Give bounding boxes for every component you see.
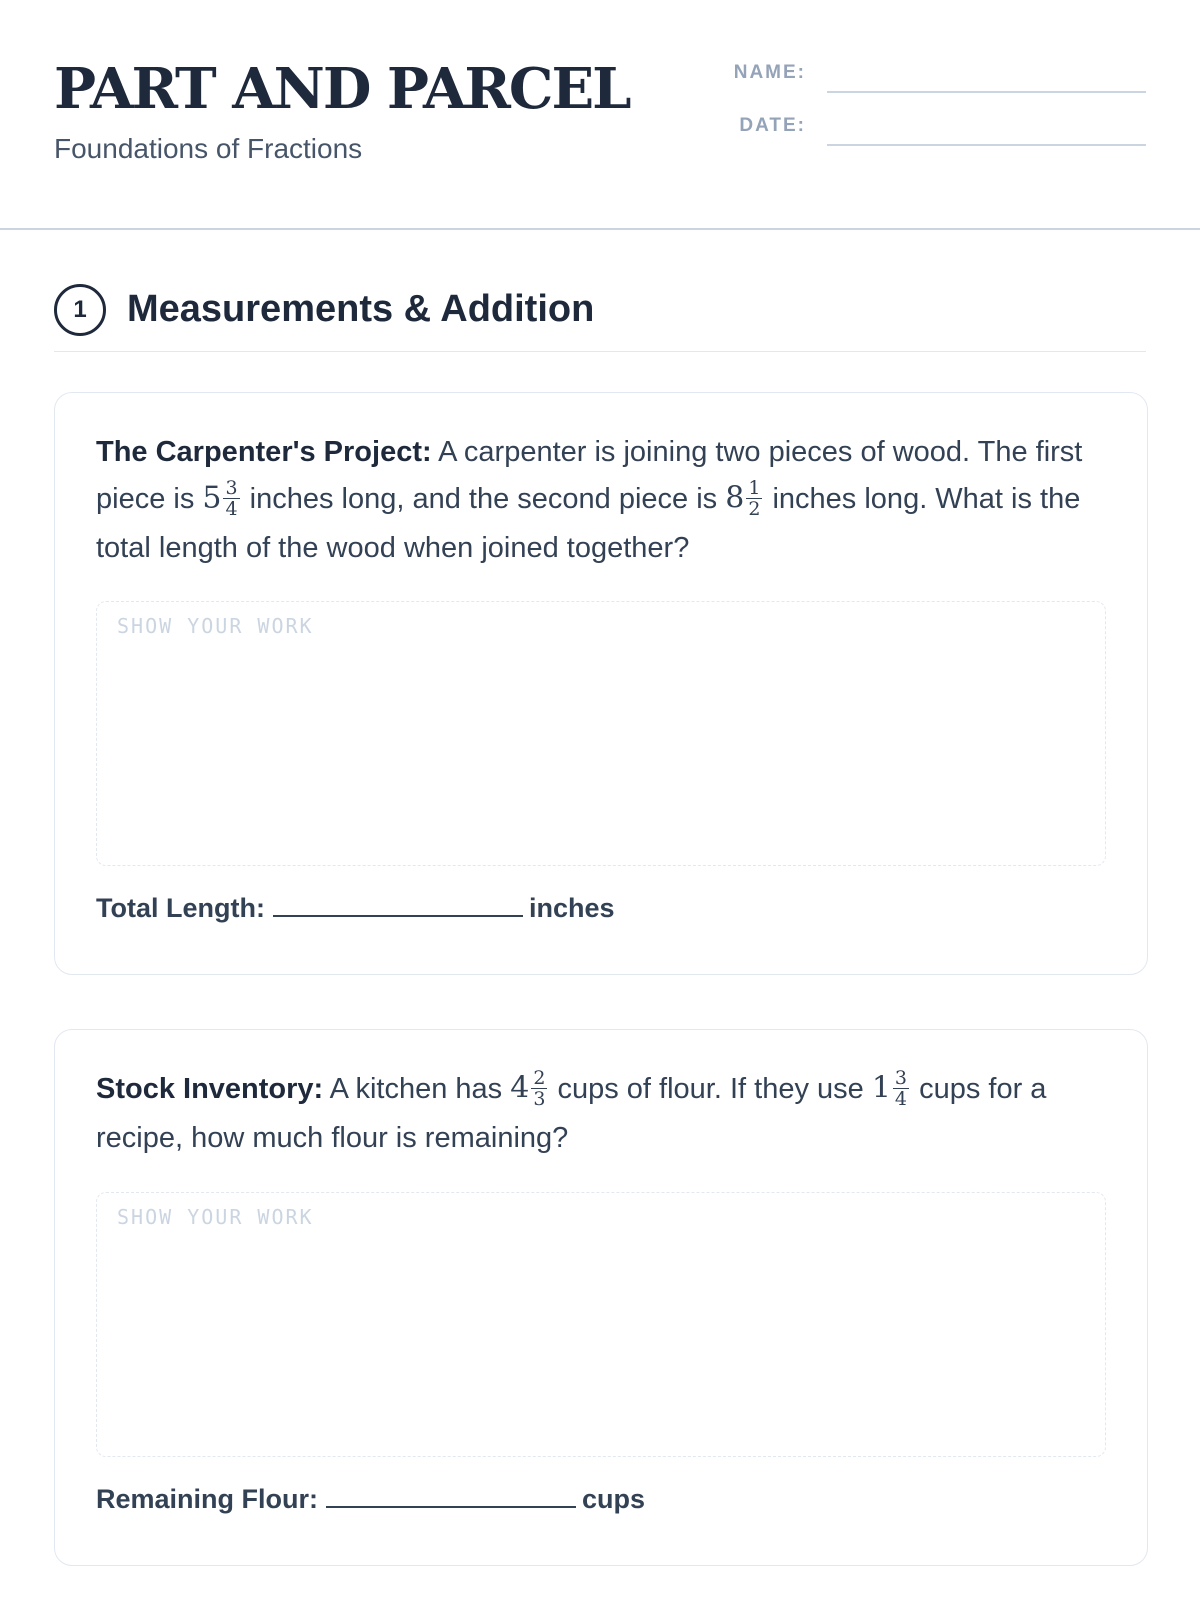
show-work-label: SHOW YOUR WORK bbox=[117, 1205, 314, 1229]
date-line[interactable] bbox=[827, 144, 1146, 146]
denominator: 3 bbox=[533, 1087, 546, 1110]
date-field[interactable] bbox=[690, 109, 1146, 149]
name-label: NAME: bbox=[733, 62, 806, 83]
show-work-label: SHOW YOUR WORK bbox=[117, 614, 314, 638]
problem-card-carpenter bbox=[54, 392, 1148, 975]
denominator: 4 bbox=[225, 497, 238, 520]
answer-line bbox=[96, 891, 615, 925]
numerator: 1 bbox=[748, 476, 761, 499]
problem-title: Stock Inventory: bbox=[96, 1073, 324, 1105]
fraction bbox=[746, 478, 762, 519]
date-label: DATE: bbox=[739, 115, 806, 136]
answer-blank[interactable] bbox=[273, 893, 523, 917]
mixed-number bbox=[725, 473, 764, 522]
worksheet-header bbox=[0, 0, 1200, 230]
problem-text bbox=[96, 429, 1106, 572]
fraction bbox=[893, 1068, 909, 1109]
section-number-badge: 1 bbox=[54, 284, 106, 336]
problem-text-part: cups for a recipe, how much flour is remaining? bbox=[96, 1073, 1047, 1154]
worksheet-subtitle: Foundations of Fractions bbox=[54, 133, 363, 164]
problem-text-part: inches long, and the second piece is bbox=[241, 483, 726, 515]
show-work-area[interactable] bbox=[96, 601, 1106, 866]
whole-number: 5 bbox=[202, 480, 222, 516]
worksheet-title: PART AND PARCEL bbox=[54, 56, 630, 122]
fraction bbox=[531, 1068, 547, 1109]
answer-line bbox=[96, 1482, 645, 1516]
fraction bbox=[223, 478, 239, 519]
answer-unit: inches bbox=[528, 893, 615, 923]
section-title: Measurements & Addition bbox=[127, 288, 595, 330]
problem-text bbox=[96, 1066, 1106, 1162]
show-work-area[interactable] bbox=[96, 1192, 1106, 1457]
numerator: 2 bbox=[533, 1066, 546, 1089]
denominator: 2 bbox=[748, 497, 761, 520]
answer-label: Remaining Flour: bbox=[96, 1484, 318, 1514]
answer-label: Total Length: bbox=[96, 893, 265, 923]
numerator: 3 bbox=[894, 1066, 908, 1089]
denominator: 4 bbox=[894, 1087, 908, 1110]
mixed-number bbox=[510, 1063, 549, 1112]
whole-number: 1 bbox=[871, 1070, 891, 1106]
problem-text-part: cups of flour. If they use bbox=[549, 1073, 872, 1105]
name-line[interactable] bbox=[827, 91, 1146, 93]
problem-card-inventory bbox=[54, 1029, 1148, 1566]
problem-text-part: A carpenter is joining two pieces of wood. The first piece is bbox=[96, 436, 1083, 515]
mixed-number bbox=[872, 1063, 911, 1112]
answer-blank[interactable] bbox=[326, 1484, 576, 1508]
name-field[interactable] bbox=[690, 56, 1146, 96]
mixed-number bbox=[202, 473, 241, 522]
problem-text-part: A kitchen has bbox=[323, 1073, 511, 1105]
problem-title: The Carpenter's Project: bbox=[96, 436, 432, 468]
numerator: 3 bbox=[225, 476, 238, 499]
whole-number: 4 bbox=[510, 1070, 530, 1106]
section-heading bbox=[54, 282, 1146, 352]
whole-number: 8 bbox=[725, 480, 745, 516]
problem-text-part: inches long. What is the total length of the wood when joined together? bbox=[96, 483, 1081, 564]
answer-unit: cups bbox=[582, 1484, 646, 1514]
